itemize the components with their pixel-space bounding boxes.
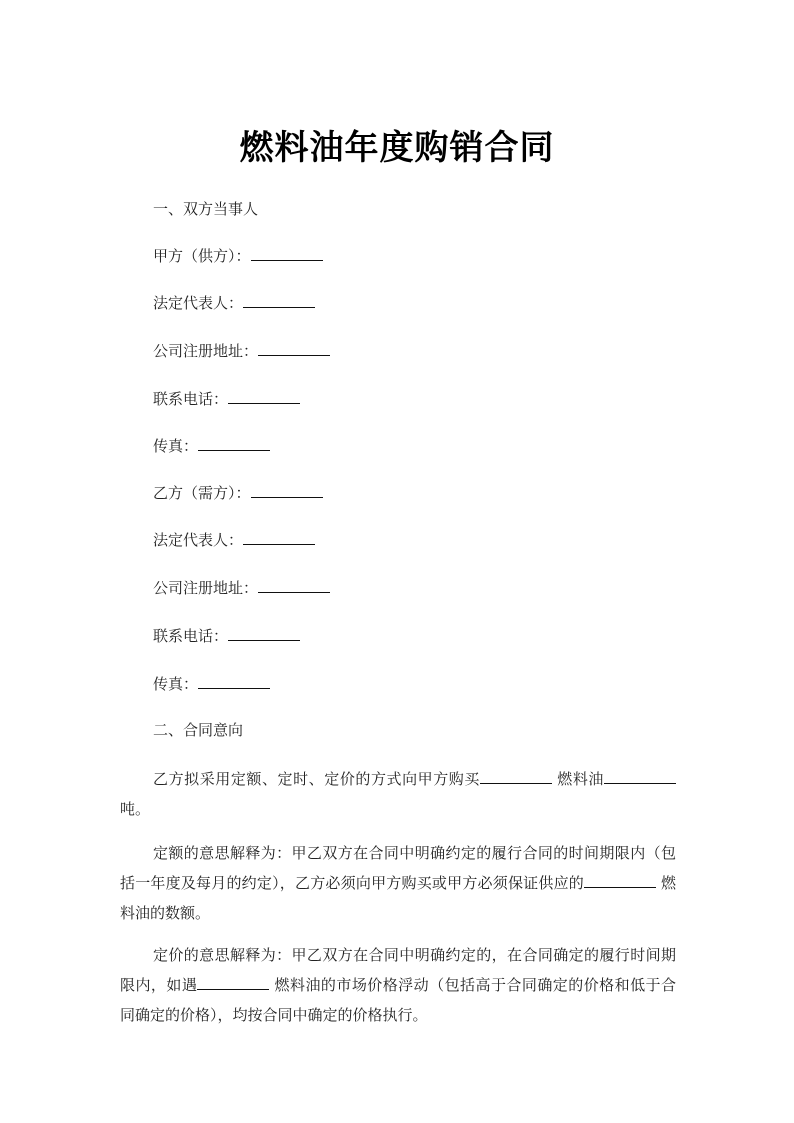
paragraph-purchase-intent (120, 764, 676, 824)
p2-blank[interactable] (584, 873, 656, 888)
p1-text-b: 燃料油 (551, 770, 604, 788)
party-a-address-label: 公司注册地址： (153, 342, 259, 360)
party-a-legal-rep-line (153, 293, 315, 313)
party-a-legal-rep-label: 法定代表人： (153, 294, 244, 312)
party-b-legal-rep-blank[interactable] (243, 530, 315, 545)
section2-heading: 二、合同意向 (153, 721, 244, 739)
party-b-phone-line (153, 626, 300, 646)
party-b-label: 乙方（需方）： (153, 484, 251, 502)
party-a-phone-blank[interactable] (228, 389, 300, 404)
party-a-address-line (153, 341, 330, 361)
party-a-blank[interactable] (251, 246, 323, 261)
party-a-label: 甲方（供方）： (153, 247, 251, 265)
party-b-address-line (153, 578, 330, 598)
party-a-fax-line (153, 436, 270, 456)
party-a-address-blank[interactable] (258, 341, 330, 356)
section1-heading: 一、双方当事人 (153, 200, 259, 218)
party-b-address-blank[interactable] (258, 578, 330, 593)
party-b-fax-line (153, 674, 270, 694)
party-b-line (153, 483, 323, 503)
party-b-address-label: 公司注册地址： (153, 579, 259, 597)
paragraph-price-definition (120, 940, 676, 1030)
party-b-legal-rep-label: 法定代表人： (153, 531, 244, 549)
p3-text-b: 燃料油的市场价格浮动（包括高于合同确定的价格和低于合同确定的价格），均按合同中确定的价格执行。 (120, 976, 676, 1024)
document-title: 燃料油年度购销合同 (239, 128, 555, 168)
p1-blank-2[interactable] (604, 769, 676, 784)
party-a-fax-blank[interactable] (198, 436, 270, 451)
party-b-legal-rep-line (153, 530, 315, 550)
p2-text-a: 定额的意思解释为：甲乙双方在合同中明确约定的履行合同的时间期限内（包括一年度及每月的约定），乙方必须向甲方购买或甲方必须保证供应的 (120, 844, 676, 892)
party-a-line (153, 246, 323, 266)
p2-text-b: 燃料油的数额。 (120, 874, 676, 922)
party-b-phone-blank[interactable] (228, 626, 300, 641)
p3-blank[interactable] (197, 975, 269, 990)
party-b-blank[interactable] (251, 483, 323, 498)
party-a-phone-label: 联系电话： (153, 390, 229, 408)
p1-text-a: 乙方拟采用定额、定时、定价的方式向甲方购买 (153, 770, 480, 788)
paragraph-quota-definition (120, 838, 676, 928)
party-b-fax-blank[interactable] (198, 674, 270, 689)
party-b-fax-label: 传真： (153, 675, 199, 693)
p3-text-a: 定价的意思解释为：甲乙双方在合同中明确约定的，在合同确定的履行时间期限内，如遇 (120, 946, 676, 994)
party-a-phone-line (153, 389, 300, 409)
p1-blank-1[interactable] (480, 769, 552, 784)
p1-text-c: 吨。 (120, 800, 151, 818)
party-b-phone-label: 联系电话： (153, 627, 229, 645)
party-a-fax-label: 传真： (153, 437, 199, 455)
party-a-legal-rep-blank[interactable] (243, 293, 315, 308)
